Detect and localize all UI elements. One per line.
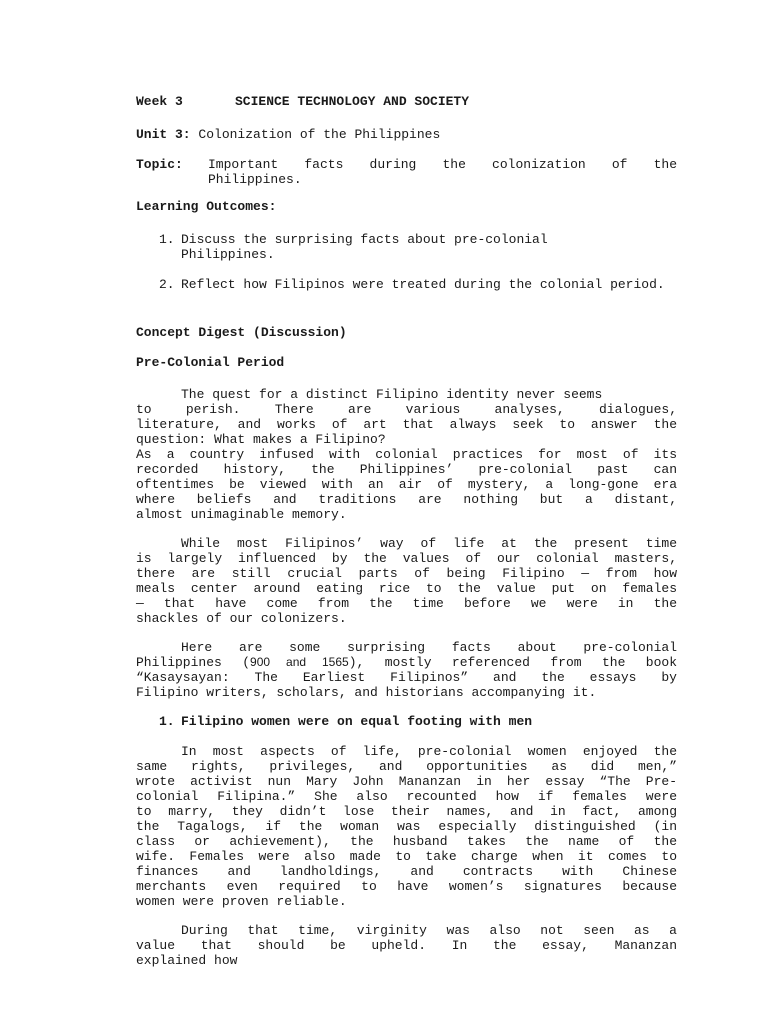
- text-line: Here are some surprising facts about pre-colonial: [181, 640, 677, 655]
- text-line: colonial Filipina.” She also recounted how if females were: [136, 789, 677, 804]
- text-line: — that have come from the time before we were in the: [136, 596, 677, 611]
- text-line: recorded history, the Philippines’ pre-colonial past can: [136, 462, 677, 477]
- text-line: As a country infused with colonial practices for most of its: [136, 447, 677, 462]
- text-line: the Tagalogs, if the woman was especially distinguished (in: [136, 819, 677, 834]
- text-line: explained how: [136, 953, 238, 968]
- text-line: The quest for a distinct Filipino identity never seems: [181, 387, 603, 402]
- precolonial-heading: Pre-Colonial Period: [136, 355, 285, 370]
- unit-line: [136, 127, 677, 142]
- topic-line-2: Philippines.: [208, 172, 302, 187]
- text-line: [136, 655, 677, 670]
- outcome-item: [159, 277, 671, 292]
- fact-title: Filipino women were on equal footing with men: [181, 714, 533, 729]
- fact-number: 1.: [159, 714, 175, 729]
- text-line: there are still crucial parts of being Filipino — from how: [136, 566, 677, 581]
- course-title: SCIENCE TECHNOLOGY AND SOCIETY: [235, 94, 470, 109]
- text-line: meals center around eating rice to the value put on females: [136, 581, 677, 596]
- text-line: class or achievement), the husband takes the name of the: [136, 834, 677, 849]
- text-line: question: What makes a Filipino?: [136, 432, 386, 447]
- paragraph-women: [136, 744, 677, 909]
- text-line: is largely influenced by the values of our colonial masters,: [136, 551, 677, 566]
- outcome-text: Discuss the surprising facts about pre-colonial Philippines.: [181, 232, 548, 262]
- paragraph-intro: [136, 387, 677, 522]
- text-line: almost unimaginable memory.: [136, 507, 347, 522]
- outcome-number: 1.: [159, 232, 175, 247]
- text-line: shackles of our colonizers.: [136, 611, 347, 626]
- text-line: While most Filipinos’ way of life at the present time: [181, 536, 677, 551]
- text-line: Filipino writers, scholars, and historians accompanying it.: [136, 685, 597, 700]
- outcome-item: [159, 232, 671, 262]
- outcome-text: Reflect how Filipinos were treated during the colonial period.: [181, 277, 665, 292]
- topic-label: Topic:: [136, 157, 183, 172]
- text-line: During that time, virginity was also not seen as a: [181, 923, 677, 938]
- paragraph-facts-intro: [136, 640, 677, 700]
- week-label: Week 3: [136, 94, 183, 109]
- text-line: wife. Females were also made to take charge when it comes to: [136, 849, 677, 864]
- outcomes-heading: Learning Outcomes:: [136, 199, 277, 214]
- concept-heading: Concept Digest (Discussion): [136, 325, 347, 340]
- text-line: wrote activist nun Mary John Mananzan in her essay “The Pre-: [136, 774, 677, 789]
- outcome-number: 2.: [159, 277, 175, 292]
- text-line: women were proven reliable.: [136, 894, 347, 909]
- unit-value: Colonization of the Philippines: [198, 127, 441, 142]
- text-line: merchants even required to have women’s signatures because: [136, 879, 677, 894]
- date-range: 900 and 1565: [250, 655, 349, 669]
- text-line: In most aspects of life, pre-colonial women enjoyed the: [181, 744, 677, 759]
- unit-label: Unit 3:: [136, 127, 191, 142]
- text-line: value that should be upheld. In the essay, Mananzan: [136, 938, 677, 953]
- text-line: to perish. There are various analyses, dialogues,: [136, 402, 677, 417]
- text-line: “Kasaysayan: The Earliest Filipinos” and the essays by: [136, 670, 677, 685]
- text-line: where beliefs and traditions are nothing but a distant,: [136, 492, 677, 507]
- text-line: literature, and works of art that always seek to answer the: [136, 417, 677, 432]
- text-line: same rights, privileges, and opportunities as did men,”: [136, 759, 677, 774]
- text-line: oftentimes be viewed with an air of mystery, a long-gone era: [136, 477, 677, 492]
- text-line: finances and landholdings, and contracts with Chinese: [136, 864, 677, 879]
- text-segment: Philippines (: [136, 655, 251, 670]
- header-line: [136, 94, 677, 109]
- paragraph-influence: [136, 536, 677, 626]
- paragraph-virginity: [136, 923, 677, 968]
- fact-heading: [159, 714, 671, 729]
- topic-block: [136, 157, 677, 187]
- text-line: to marry, they didn’t lose their names, and in fact, among: [136, 804, 677, 819]
- topic-line-1: Important facts during the colonization of the: [208, 157, 677, 172]
- text-segment: ), mostly referenced from the book: [348, 655, 678, 670]
